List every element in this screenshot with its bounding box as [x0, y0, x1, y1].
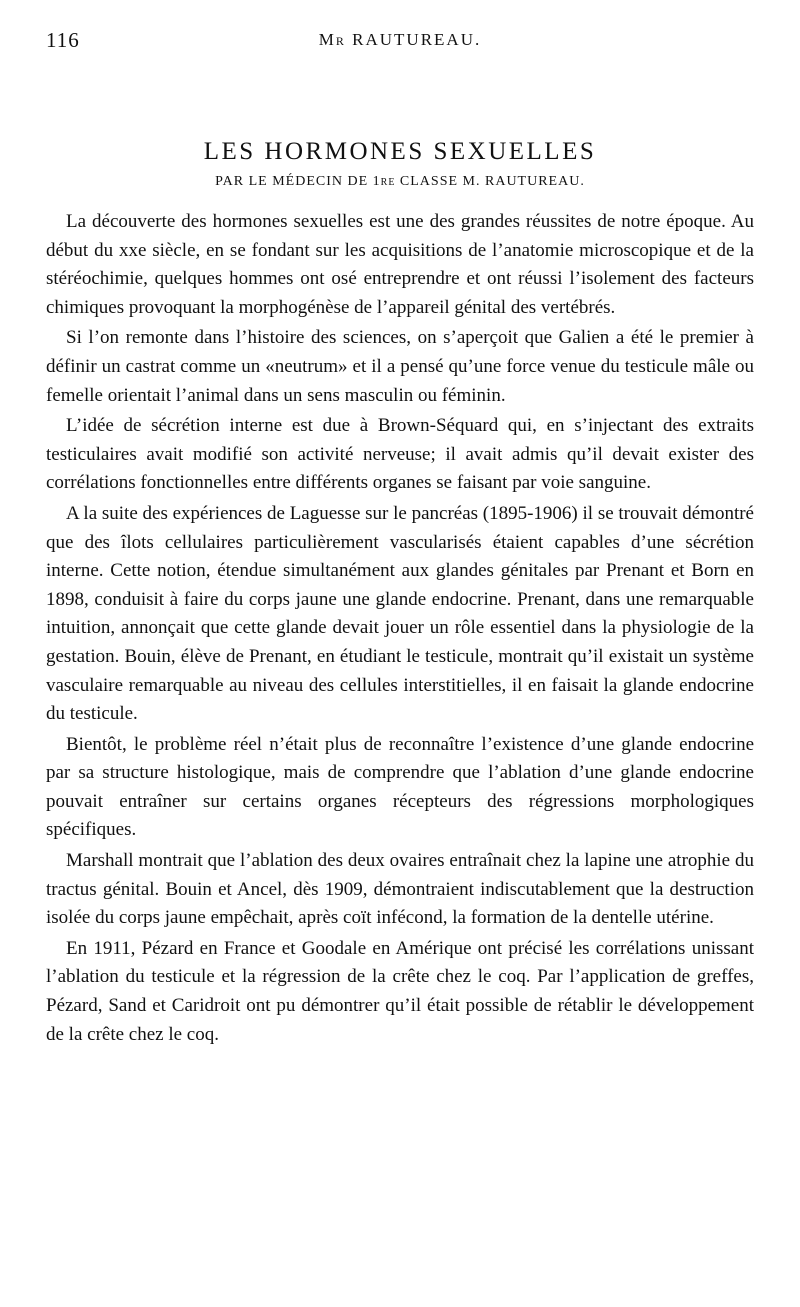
paragraph-4: A la suite des expériences de Laguesse sur le pancréas (1895-1906) il se trouvait démontré que des îlots cellulaires particulièrement vascularisés étaient capables d’une sécrétion interne. Cette notion, étendue simultanément aux glandes génitales par Prenant et Born en 1898, conduisit à faire du corps jaune une glande endocrine. Prenant, dans une remarquable intuition, annonçait que cette glande devait jouer un rôle essentiel dans la physiologie de la gestation. Bouin, élève de Prenant, en étudiant le testicule, montrait qu’il existait un système vasculaire remarquable au niveau des cellules interstitielles, il en faisait la glande endocrine du testicule.	[46, 502, 754, 725]
paragraph-3: L’idée de sécrétion interne est due à Brown-Séquard qui, en s’injectant des extraits testiculaires avait modifié son activité nerveuse; il avait admis qu’il devait exister des corrélations fonctionnelles entre différents organes se faisant par voie sanguine.	[46, 415, 754, 494]
article-title: LES HORMONES SEXUELLES	[203, 138, 597, 165]
page-number: 116	[46, 28, 80, 52]
paragraph-2: Si l’on remonte dans l’histoire des sciences, on s’aperçoit que Galien a été le premier à définir un castrat comme un «neutrum» et il a pensé qu’une force venue du testicule mâle ou femelle orientait l’animal dans un sens masculin ou féminin.	[46, 327, 754, 406]
article-body	[46, 208, 754, 1051]
paragraph-7: En 1911, Pézard en France et Goodale en Amérique ont précisé les corrélations unissant l’ablation du testicule et la régression de la crête chez le coq. Par l’application de greffes, Pézard, Sand et Caridroit ont pu démontrer qu’il était possible de rétablir le développement de la crête chez le coq.	[46, 937, 754, 1045]
paragraph-6: Marshall montrait que l’ablation des deux ovaires entraînait chez la lapine une atrophie du tractus génital. Bouin et Ancel, dès 1909, démontraient indiscutablement que la destruction isolée du corps jaune empêchait, après coït infécond, la formation de la dentelle utérine.	[46, 850, 754, 929]
running-head	[46, 28, 754, 58]
paragraph-5: Bientôt, le problème réel n’était plus de reconnaître l’existence d’une glande endocrine par sa structure histologique, mais de comprendre que l’ablation d’une glande endocrine pouvait entraîner sur certains organes récepteurs des régressions morphologiques spécifiques.	[46, 733, 754, 841]
article-byline: PAR LE MÉDECIN DE 1re CLASSE M. RAUTUREAU.	[215, 174, 585, 189]
running-title: Mr RAUTUREAU.	[318, 30, 482, 49]
paragraph-1: La découverte des hormones sexuelles est une des grandes réussites de notre époque. Au début du xxe siècle, en se fondant sur les acquisitions de l’anatomie microscopique et de la stéréochimie, quelques hommes ont osé entreprendre et ont réussi l’isolement des facteurs chimiques provoquant la morphogénèse de l’appareil génital des vertébrés.	[46, 211, 754, 318]
